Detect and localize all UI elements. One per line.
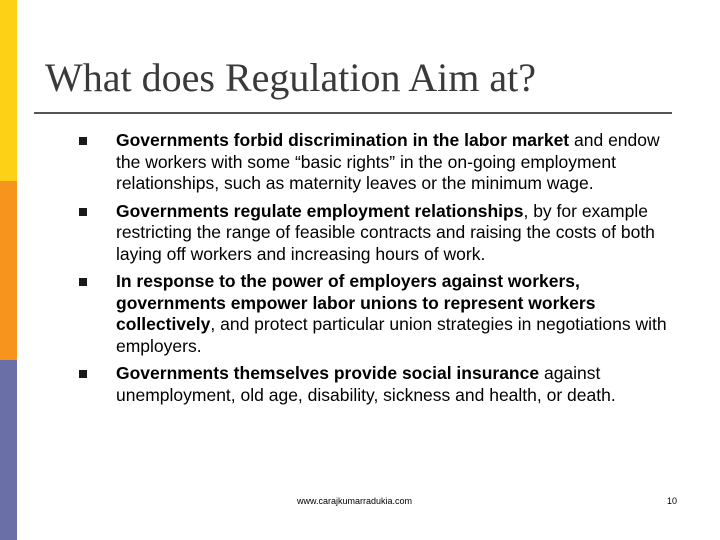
- bullet-list: [79, 130, 679, 412]
- footer-url: www.carajkumarradukia.com: [297, 496, 413, 506]
- bullet-item: [79, 130, 679, 195]
- bullet-emphasis: Governments regulate employment relationships: [116, 200, 524, 221]
- slide-title: What does Regulation Aim at?: [45, 55, 536, 100]
- page-number: 10: [667, 496, 678, 506]
- bullet-body: , and protect particular union strategies in negotiations with employers.: [116, 314, 667, 356]
- title-underline: [34, 112, 672, 114]
- square-bullet-icon: [79, 278, 87, 286]
- bullet-body: against unemployment, old age, disability, sickness and health, or death.: [116, 363, 616, 405]
- bullet-item: [79, 363, 679, 406]
- sidebar-accent-orange: [0, 181, 17, 360]
- square-bullet-icon: [79, 208, 87, 216]
- sidebar-accent-purple: [0, 360, 17, 540]
- bullet-body: and endow the workers with some “basic rights” in the on-going employment relationships, such as maternity leaves or the minimum wage.: [116, 130, 660, 193]
- bullet-text: [116, 271, 679, 357]
- bullet-item: [79, 271, 679, 357]
- bullet-emphasis: In response to the power of employers against workers, governments empower labor unions to represent workers collectively: [116, 271, 596, 334]
- square-bullet-icon: [79, 370, 87, 378]
- bullet-item: [79, 201, 679, 266]
- bullet-text: [116, 363, 679, 406]
- sidebar-accent-yellow: [0, 0, 17, 181]
- square-bullet-icon: [79, 137, 87, 145]
- bullet-emphasis: Governments forbid discrimination in the labor market: [116, 130, 570, 150]
- bullet-text: [116, 201, 679, 266]
- bullet-body: , by for example restricting the range of feasible contracts and raising the costs of both laying off workers and increasing hours of work.: [116, 200, 655, 264]
- bullet-emphasis: Governments themselves provide social insurance: [116, 363, 540, 383]
- bullet-text: [116, 130, 679, 195]
